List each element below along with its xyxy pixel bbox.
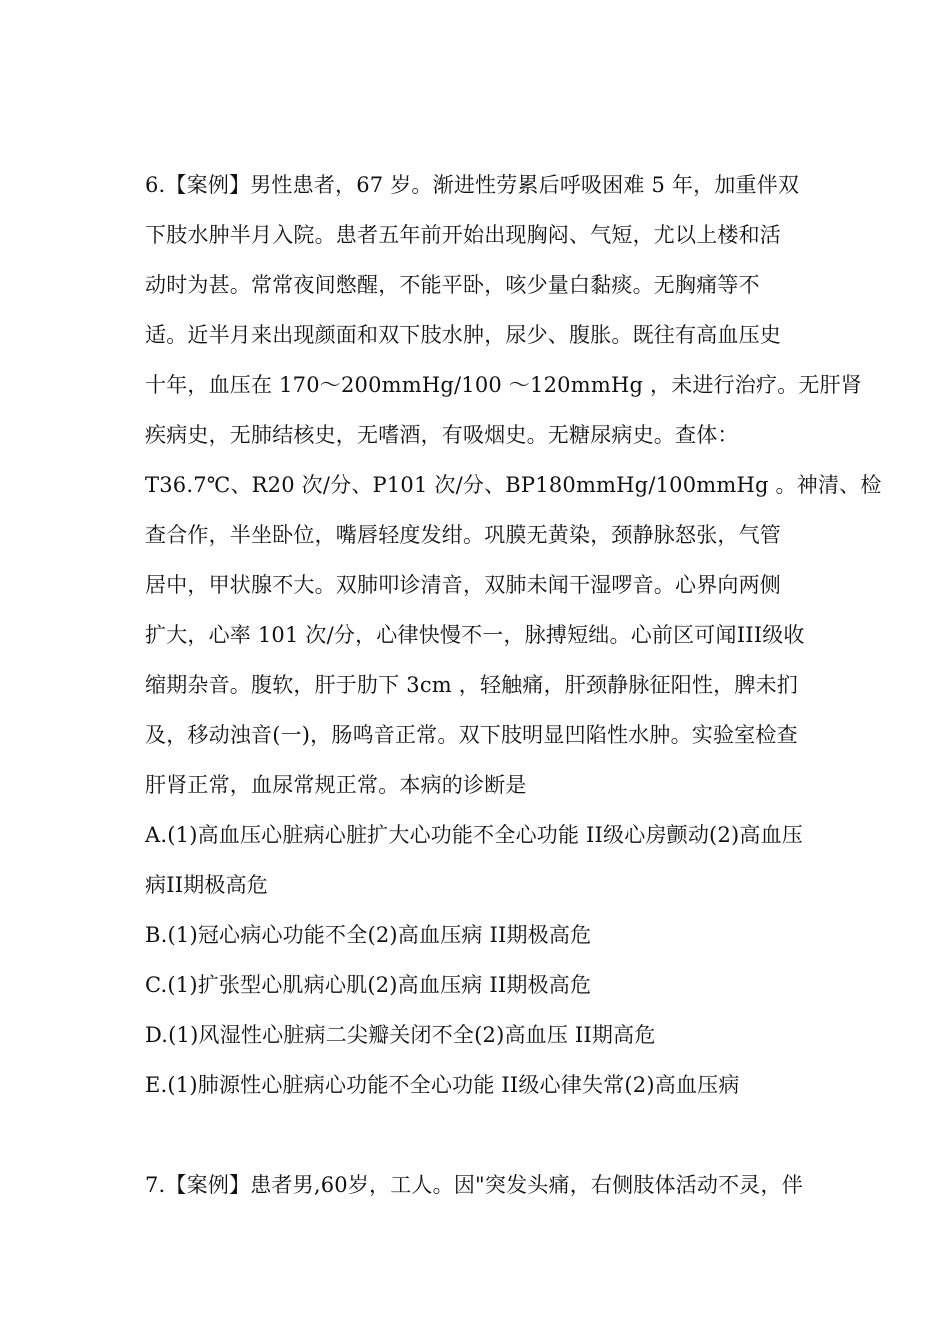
q6-option-d: D.(1)风湿性心脏病二尖瓣关闭不全(2)高血压 II期高危 <box>145 1023 656 1047</box>
q6-stem-line: 查合作，半坐卧位，嘴唇轻度发绀。巩膜无黄染，颈静脉怒张，气管 <box>145 523 781 547</box>
q6-stem-line: 疾病史，无肺结核史，无嗜酒，有吸烟史。无糖尿病史。查体： <box>145 423 739 447</box>
q6-option-b: B.(1)冠心病心功能不全(2)高血压病 II期极高危 <box>145 923 592 947</box>
q7-stem-line: 7.【案例】患者男,60岁，工人。因"突发头痛，右侧肢体活动不灵，伴 <box>145 1173 803 1197</box>
q6-stem-line: 适。近半月来出现颜面和双下肢水肿，尿少、腹胀。既往有高血压史 <box>145 323 781 347</box>
q6-stem-line: 下肢水肿半月入院。患者五年前开始出现胸闷、气短，尤以上楼和活 <box>145 223 781 247</box>
q6-stem-line: 扩大，心率 101 次/分，心律快慢不一，脉搏短绌。心前区可闻III级收 <box>145 623 805 647</box>
q6-option-a: A.(1)高血压心脏病心脏扩大心功能不全心功能 II级心房颤动(2)高血压 <box>145 823 803 847</box>
q6-stem-line: T36.7℃、R20 次/分、P101 次/分、BP180mmHg/100mmHg 。神清、检 <box>145 473 882 497</box>
q6-option-c: C.(1)扩张型心肌病心肌(2)高血压病 II期极高危 <box>145 973 592 997</box>
q6-stem-line: 及，移动浊音(一)，肠鸣音正常。双下肢明显凹陷性水肿。实验室检查 <box>145 723 798 747</box>
q6-option-a-continued: 病II期极高危 <box>145 873 268 897</box>
q6-stem-line: 动时为甚。常常夜间憋醒，不能平卧，咳少量白黏痰。无胸痛等不 <box>145 273 760 297</box>
q6-stem-line: 十年，血压在 170～200mmHg/100 ～120mmHg ，未进行治疗。无肝肾 <box>145 373 862 397</box>
q6-stem-line: 居中，甲状腺不大。双肺叩诊清音，双肺未闻干湿啰音。心界向两侧 <box>145 573 781 597</box>
q6-option-e: E.(1)肺源性心脏病心功能不全心功能 II级心律失常(2)高血压病 <box>145 1073 740 1097</box>
q6-stem-line: 6.【案例】男性患者，67 岁。渐进性劳累后呼吸困难 5 年，加重伴双 <box>145 173 800 197</box>
q6-stem-line: 肝肾正常，血尿常规正常。本病的诊断是 <box>145 773 527 797</box>
q6-stem-line: 缩期杂音。腹软，肝于肋下 3cm ，轻触痛，肝颈静脉征阳性，脾未扪 <box>145 673 798 697</box>
